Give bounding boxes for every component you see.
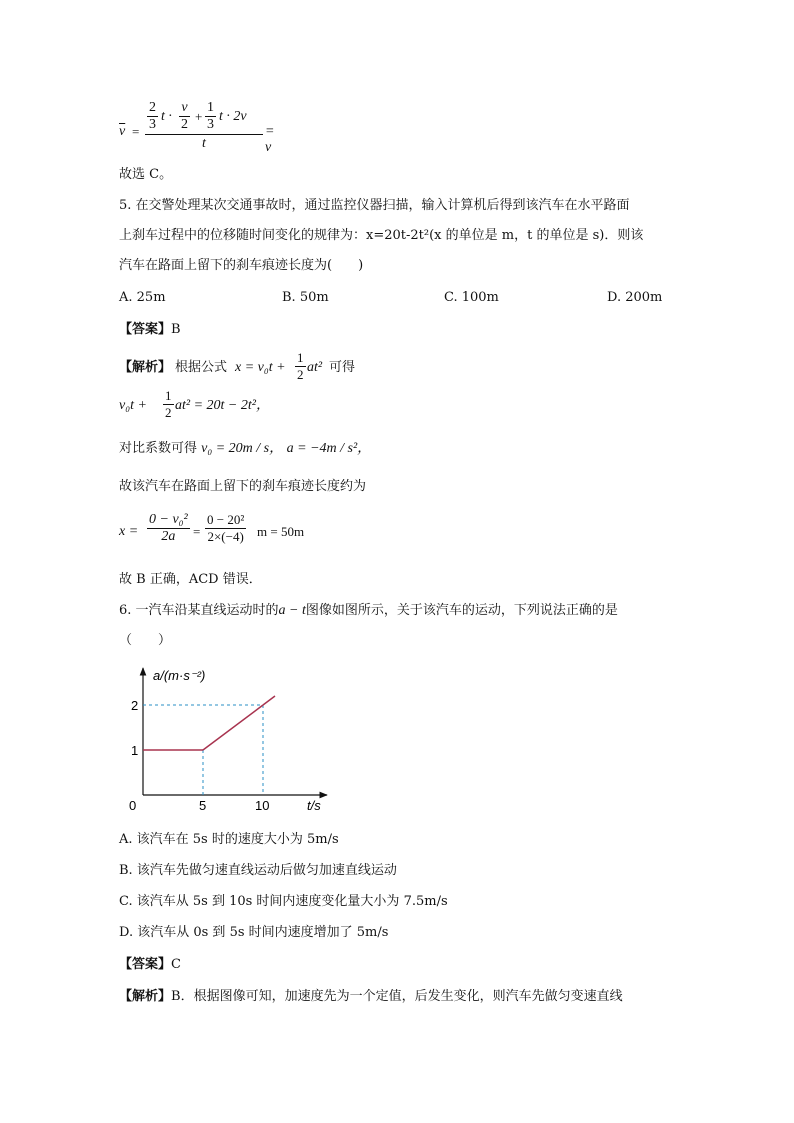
q6-stem-math: a − t <box>278 603 306 618</box>
frac-den: 2×(−4) <box>207 529 244 544</box>
series-segment <box>203 705 263 750</box>
analysis-tag: 【解析】 <box>119 360 172 375</box>
q6-option-d: D. 该汽车从 0s 到 5s 时间内速度增加了 5m/s <box>119 925 389 940</box>
y-tick-label: 2 <box>131 698 139 713</box>
series-group <box>143 696 275 750</box>
conclusion-c: 故选 C。 <box>119 167 173 182</box>
frac-num: 2 <box>149 100 156 115</box>
analysis-lead: 根据公式 <box>175 360 228 375</box>
term-t-2v: t · 2v <box>219 109 247 124</box>
formula-at2: at² <box>307 360 323 375</box>
q6-answer <box>119 956 181 974</box>
frac-one-third <box>205 100 216 133</box>
big-fraction-denominator: t <box>202 136 206 151</box>
q5-option-b: B. 50m <box>282 290 329 305</box>
q5-option-d: D. 200m <box>607 290 663 305</box>
term-t-dot: t · <box>161 109 172 124</box>
eq-tail: at² = 20t − 2t²， <box>175 398 270 413</box>
frac-v0-over-2a <box>147 512 190 545</box>
q5-stem-line2: 上刹车过程中的位移随时间变化的规律为：x=20t-2t²(x 的单位是 m，t 的单位是 s)．则该 <box>119 228 644 243</box>
eq-head: v₀t + <box>119 398 147 413</box>
q6-stem-line1 <box>119 602 618 620</box>
frac-den: 2 <box>181 117 188 132</box>
frac-den: 2a <box>161 529 176 544</box>
q6-option-c: C. 该汽车从 5s 到 10s 时间内速度变化量大小为 7.5m/s <box>119 894 448 909</box>
frac-two-thirds <box>147 100 158 133</box>
x-axis-label: t/s <box>307 798 321 813</box>
frac-den: 3 <box>149 117 156 132</box>
coeff-values: v₀ = 20m / s， a = −4m / s²， <box>201 441 372 456</box>
frac-v-half <box>179 100 190 133</box>
q6-stem-line2: （ ） <box>119 633 172 648</box>
frac-num: 1 <box>297 350 304 365</box>
x-equals: x = <box>119 524 139 539</box>
v-bar-symbol: $\overline{v}$ <box>119 124 126 139</box>
analysis-text: B．根据图像可知，加速度先为一个定值，后发生变化，则汽车先做匀变速直线 <box>171 989 623 1004</box>
frac-den: 3 <box>207 117 214 132</box>
q5-length-line: 故该汽车在路面上留下的刹车痕迹长度约为 <box>119 479 367 494</box>
frac-num: 0 − v₀² <box>149 512 188 527</box>
frac-num: 1 <box>207 100 214 115</box>
q5-options <box>119 290 679 308</box>
frac-num: 0 − 20² <box>207 512 245 527</box>
answer-value: B <box>171 322 181 337</box>
big-fraction-numerator <box>145 100 263 135</box>
y-axis-label: a/(m·s⁻²) <box>153 668 206 683</box>
q6-stem-part1: 6. 一汽车沿某直线运动时的 <box>119 603 279 618</box>
answer-tag: 【答案】 <box>119 957 172 972</box>
answer-tag: 【答案】 <box>119 322 172 337</box>
frac-half <box>295 350 306 383</box>
result-50m: m = 50m <box>257 524 305 539</box>
frac-num: v <box>179 100 190 117</box>
frac-den: 2 <box>297 367 304 382</box>
frac-half-2 <box>163 388 174 421</box>
equals-sign: = <box>132 124 140 139</box>
a-t-graph <box>115 660 345 820</box>
q5-coeff-line <box>119 440 371 458</box>
q5-stem-line3: 汽车在路面上留下的刹车痕迹长度为( ) <box>119 258 364 273</box>
q5-conclusion: 故 B 正确，ACD 错误． <box>119 572 262 587</box>
big-fraction <box>145 100 263 153</box>
y-tick-label: 1 <box>131 743 139 758</box>
answer-value: C <box>171 957 181 972</box>
q6-option-a: A. 该汽车在 5s 时的速度大小为 5m/s <box>119 832 339 847</box>
q5-option-a: A. 25m <box>119 290 166 305</box>
q5-stem-line1: 5. 在交警处理某次交通事故时，通过监控仪器扫描，输入计算机后得到该汽车在水平路面 <box>119 198 630 213</box>
origin-label: 0 <box>129 798 137 813</box>
eq-sign: = <box>193 524 201 539</box>
series-segment <box>263 696 275 705</box>
frac-num: 1 <box>165 388 172 403</box>
frac-den: 2 <box>165 405 172 420</box>
q6-stem-part2: 图像如图所示，关于该汽车的运动，下列说法正确的是 <box>305 603 618 618</box>
q6-option-b: B. 该汽车先做匀速直线运动后做匀加速直线运动 <box>119 863 397 878</box>
analysis-tag: 【解析】 <box>119 989 172 1004</box>
coeff-lead: 对比系数可得 <box>119 441 198 456</box>
q5-option-c: C. 100m <box>444 290 499 305</box>
x-tick-label: 10 <box>255 798 270 813</box>
q5-answer <box>119 321 181 339</box>
equals-v: = v <box>265 124 275 155</box>
analysis-after: 可得 <box>329 360 356 375</box>
plus-sign: + <box>195 109 203 124</box>
x-tick-label: 5 <box>199 798 207 813</box>
q6-analysis <box>119 988 623 1006</box>
frac-20-over-minus8 <box>205 512 246 545</box>
formula-x: x = v₀t + <box>235 360 286 375</box>
